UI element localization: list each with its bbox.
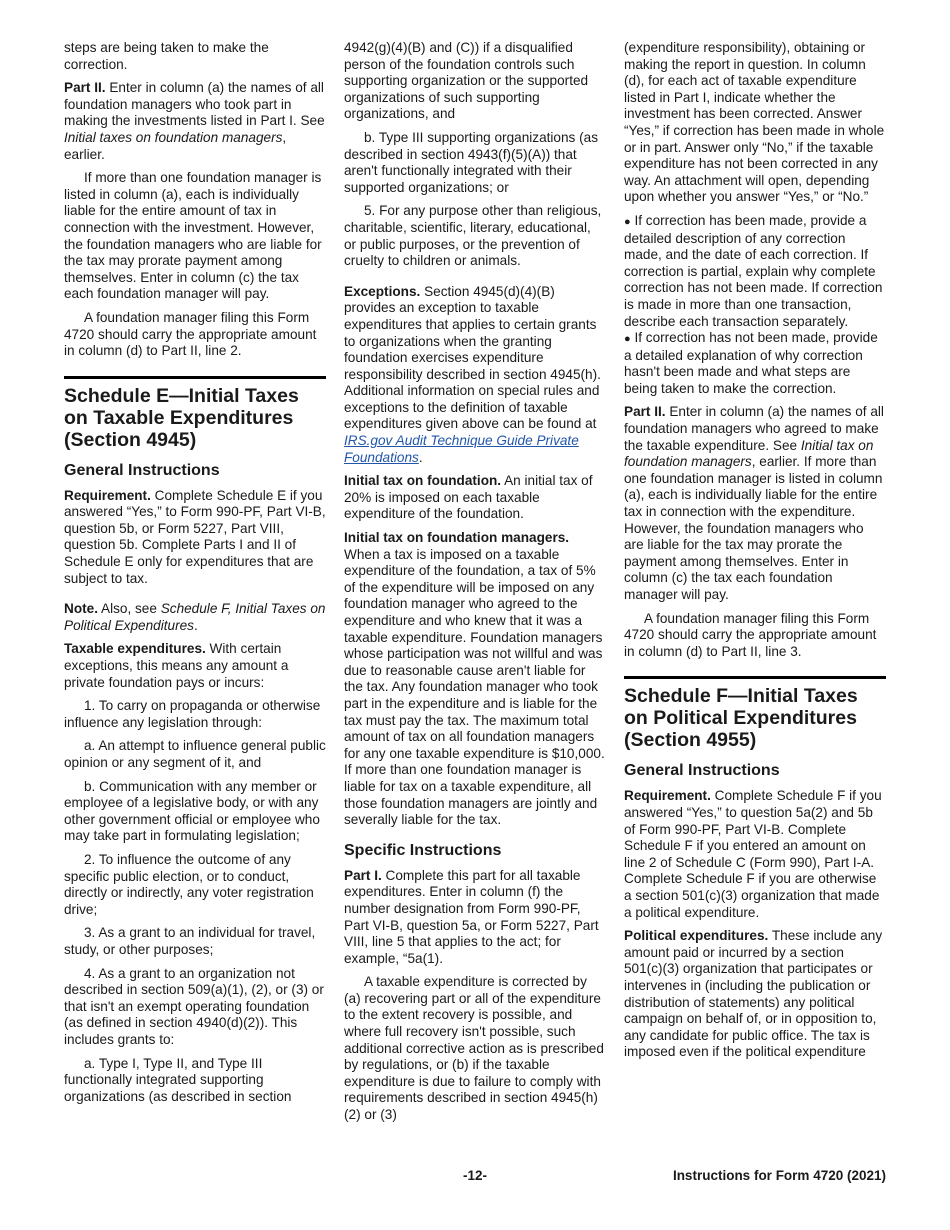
part-ii-paragraph: Part II. Enter in column (a) the names of all foundation managers who took part in making the investments listed in Part I. See Initial taxes on foundation managers, earlier. <box>64 80 325 162</box>
form-reference: Instructions for Form 4720 (2021) <box>672 1168 886 1183</box>
part-i-paragraph: Part I. Complete this part for all taxable expenditures. Enter in column (f) the number designation from Form 990-PF, Part VI-B, question 5a, or Form 5227, Part VIII, line 5 that applies to the act; for example, “5a(1). <box>344 867 599 966</box>
part-ii-label: Part II. <box>64 80 106 96</box>
paragraph: A foundation manager filing this Form 4720 should carry the appropriate amount in column (d) to Part II, line 2. <box>64 309 317 359</box>
irs-audit-guide-link[interactable]: IRS.gov Audit Technique Guide Private Foundations <box>344 433 579 465</box>
bullet-icon: ● <box>624 333 631 346</box>
note-paragraph: Note. Also, see Schedule F, Initial Taxes on Political Expenditures. <box>64 601 326 633</box>
list-item: b. Type III supporting organizations (as described in section 4943(f)(5)(A)) that aren't functionally integrated with their supported organizations; or <box>344 129 599 195</box>
page-number: -12- <box>462 1168 487 1183</box>
paragraph: steps are being taken to make the correction. <box>64 40 269 72</box>
list-item: b. Communication with any member or employee of a legislative body, or with any other government official or employee who may take part in formulating legislation; <box>64 778 320 844</box>
list-item: a. An attempt to influence general public opinion or any segment of it, and <box>64 738 326 770</box>
list-item: 5. For any purpose other than religious, charitable, scientific, literary, educational, or public purposes, or the prevention of cruelty to children or animals. <box>344 203 602 269</box>
list-item: a. Type I, Type II, and Type III functionally integrated supporting organizations (as described in section <box>64 1055 292 1104</box>
political-expenditures-paragraph: Political expenditures. These include any amount paid or incurred by a section 501(c)(3) organization that participates or intervenes in (including the publication or distribution of statements) any political campaign on behalf of, or in opposition to, any candidate for public office. The tax is imposed even if the political expenditure <box>624 928 883 1060</box>
part-ii-paragraph: Part II. Enter in column (a) the names of all foundation managers who agreed to make the taxable expenditure. See Initial tax on foundation managers, earlier. If more than one foundation manager is listed in column (a), each is individually liable for the entire tax in connection with the expenditure. However, the foundation managers who are liable for the tax may prorate the payment among themselves. Enter in column (c) the tax each foundation manager will pay. <box>624 404 884 602</box>
column-middle <box>344 40 606 1131</box>
cross-reference: Schedule F, Initial Taxes on Political Expenditures <box>64 601 326 633</box>
paragraph: A taxable expenditure is corrected by (a) recovering part or all of the expenditure to the extent recovery is possible, and where full recovery isn't possible, such additional corrective action as is prescribed by regulations, or (b) if the taxable expenditure is due to failure to comply with requirements described in section 4945(h)(2) or (3) <box>344 974 604 1123</box>
bullet-list <box>624 213 886 398</box>
column-left <box>64 40 326 1112</box>
exceptions-paragraph: Exceptions. Section 4945(d)(4)(B) provides an exception to taxable expenditures that applies to certain grants to organizations when the granting foundation exercises expenditure responsibility described in section 4945(h). Additional information on special rules and exceptions to the definition of taxable expenditures given above can be found at IRS.gov Audit Technique Guide Private Foundations. <box>344 283 601 465</box>
list-item: 1. To carry on propaganda or otherwise influence any legislation through: <box>64 698 321 730</box>
general-instructions-heading: General Instructions <box>624 762 780 780</box>
schedule-f-heading: Schedule F—Initial Taxes on Political Expenditures (Section 4955) <box>624 685 858 752</box>
paragraph: If more than one foundation manager is listed in column (a), each is individually liable for the entire amount of tax in connection with the investment. However, the foundation managers who are liable for the tax may prorate payment among themselves. Enter in column (c) the tax each foundation manager will pay. <box>64 170 322 302</box>
bullet-icon: ● <box>624 215 631 228</box>
list-item: 2. To influence the outcome of any specific public election, or to conduct, directly or indirectly, any voter registration drive; <box>64 851 314 917</box>
list-item: 3. As a grant to an individual for travel, study, or other purposes; <box>64 925 316 957</box>
paragraph: 4942(g)(4)(B) and (C)) if a disqualified person of the foundation controls such supporting organization or the supported organizations of such supporting organizations, and <box>344 40 589 122</box>
paragraph: A foundation manager filing this Form 4720 should carry the appropriate amount in column (d) to Part II, line 3. <box>624 610 877 659</box>
paragraph: (expenditure responsibility), obtaining or making the report in question. In column (d), for each act of taxable expenditure listed in Part I, indicate whether the investment has been corrected. Answer “Yes,” if correction has been made in whole or in part. Answer only “No,” if the taxable expenditure has not been corrected in any way. An attachment will open, depending upon whether you answer “Yes,” or “No.” <box>624 40 885 205</box>
page-footer <box>64 1168 886 1186</box>
schedule-e-heading: Schedule E—Initial Taxes on Taxable Expenditures (Section 4945) <box>64 384 299 451</box>
section-divider <box>624 676 886 679</box>
taxable-expenditures-paragraph: Taxable expenditures. With certain exceptions, this means any amount a private foundation pays or incurs: <box>64 641 289 690</box>
general-instructions-heading: General Instructions <box>64 461 220 479</box>
initial-tax-foundation-paragraph: Initial tax on foundation. An initial tax of 20% is imposed on each taxable expenditure of the foundation. <box>344 473 593 522</box>
cross-reference: Initial taxes on foundation managers <box>64 129 283 145</box>
initial-tax-managers-paragraph: Initial tax on foundation managers. When a tax is imposed on a taxable expenditure of the foundation, a tax of 5% of the expenditure will be imposed on any foundation manager who agreed to the expenditure and who knew that it was a taxable expenditure. Foundation managers whose participation was not willful and was due to reasonable cause aren't liable for the tax. Any foundation manager who took part in the expenditure and is liable for the tax must pay the tax. The maximum total amount of tax on all foundation managers for any one taxable expenditure is $10,000. If more than one foundation manager is liable for tax on a taxable expenditure, all those foundation managers are jointly and severally liable for the tax. <box>344 530 605 828</box>
list-item: 4. As a grant to an organization not described in section 509(a)(1), (2), or (3) or that isn't an exempt operating foundation (as defined in section 4940(d)(2)). This includes grants to: <box>64 965 324 1047</box>
specific-instructions-heading: Specific Instructions <box>344 841 502 859</box>
requirement-paragraph: Requirement. Complete Schedule F if you answered “Yes,” to question 5a(2) and 5b of Form 990-PF, Part VI-B. Complete Schedule F if you entered an amount on line 2 of Schedule C (Form 990), Part I-A. Complete Schedule F if you are otherwise a section 501(c)(3) organization that made a political expenditure. <box>624 788 882 920</box>
section-divider <box>64 376 326 379</box>
requirement-paragraph: Requirement. Complete Schedule E if you answered “Yes,” to Form 990-PF, Part VI-B, question 5b, or Form 5227, Part VIII, question 5b. Complete Parts I and II of Schedule E only for expenditures that are subject to tax. <box>64 487 326 586</box>
list-item: ● If correction has been made, provide a detailed description of any correction made, and the date of each correction. If correction is partial, explain why complete correction has not been made. If correction is made in more than one transaction, describe each transaction separately. <box>624 212 883 329</box>
cross-reference: Initial tax on foundation managers <box>624 437 874 470</box>
list-item: ● If correction has not been made, provide a detailed explanation of why correction hasn't been made and what steps are being taken to make the correction. <box>624 330 878 396</box>
column-right <box>624 40 886 1068</box>
